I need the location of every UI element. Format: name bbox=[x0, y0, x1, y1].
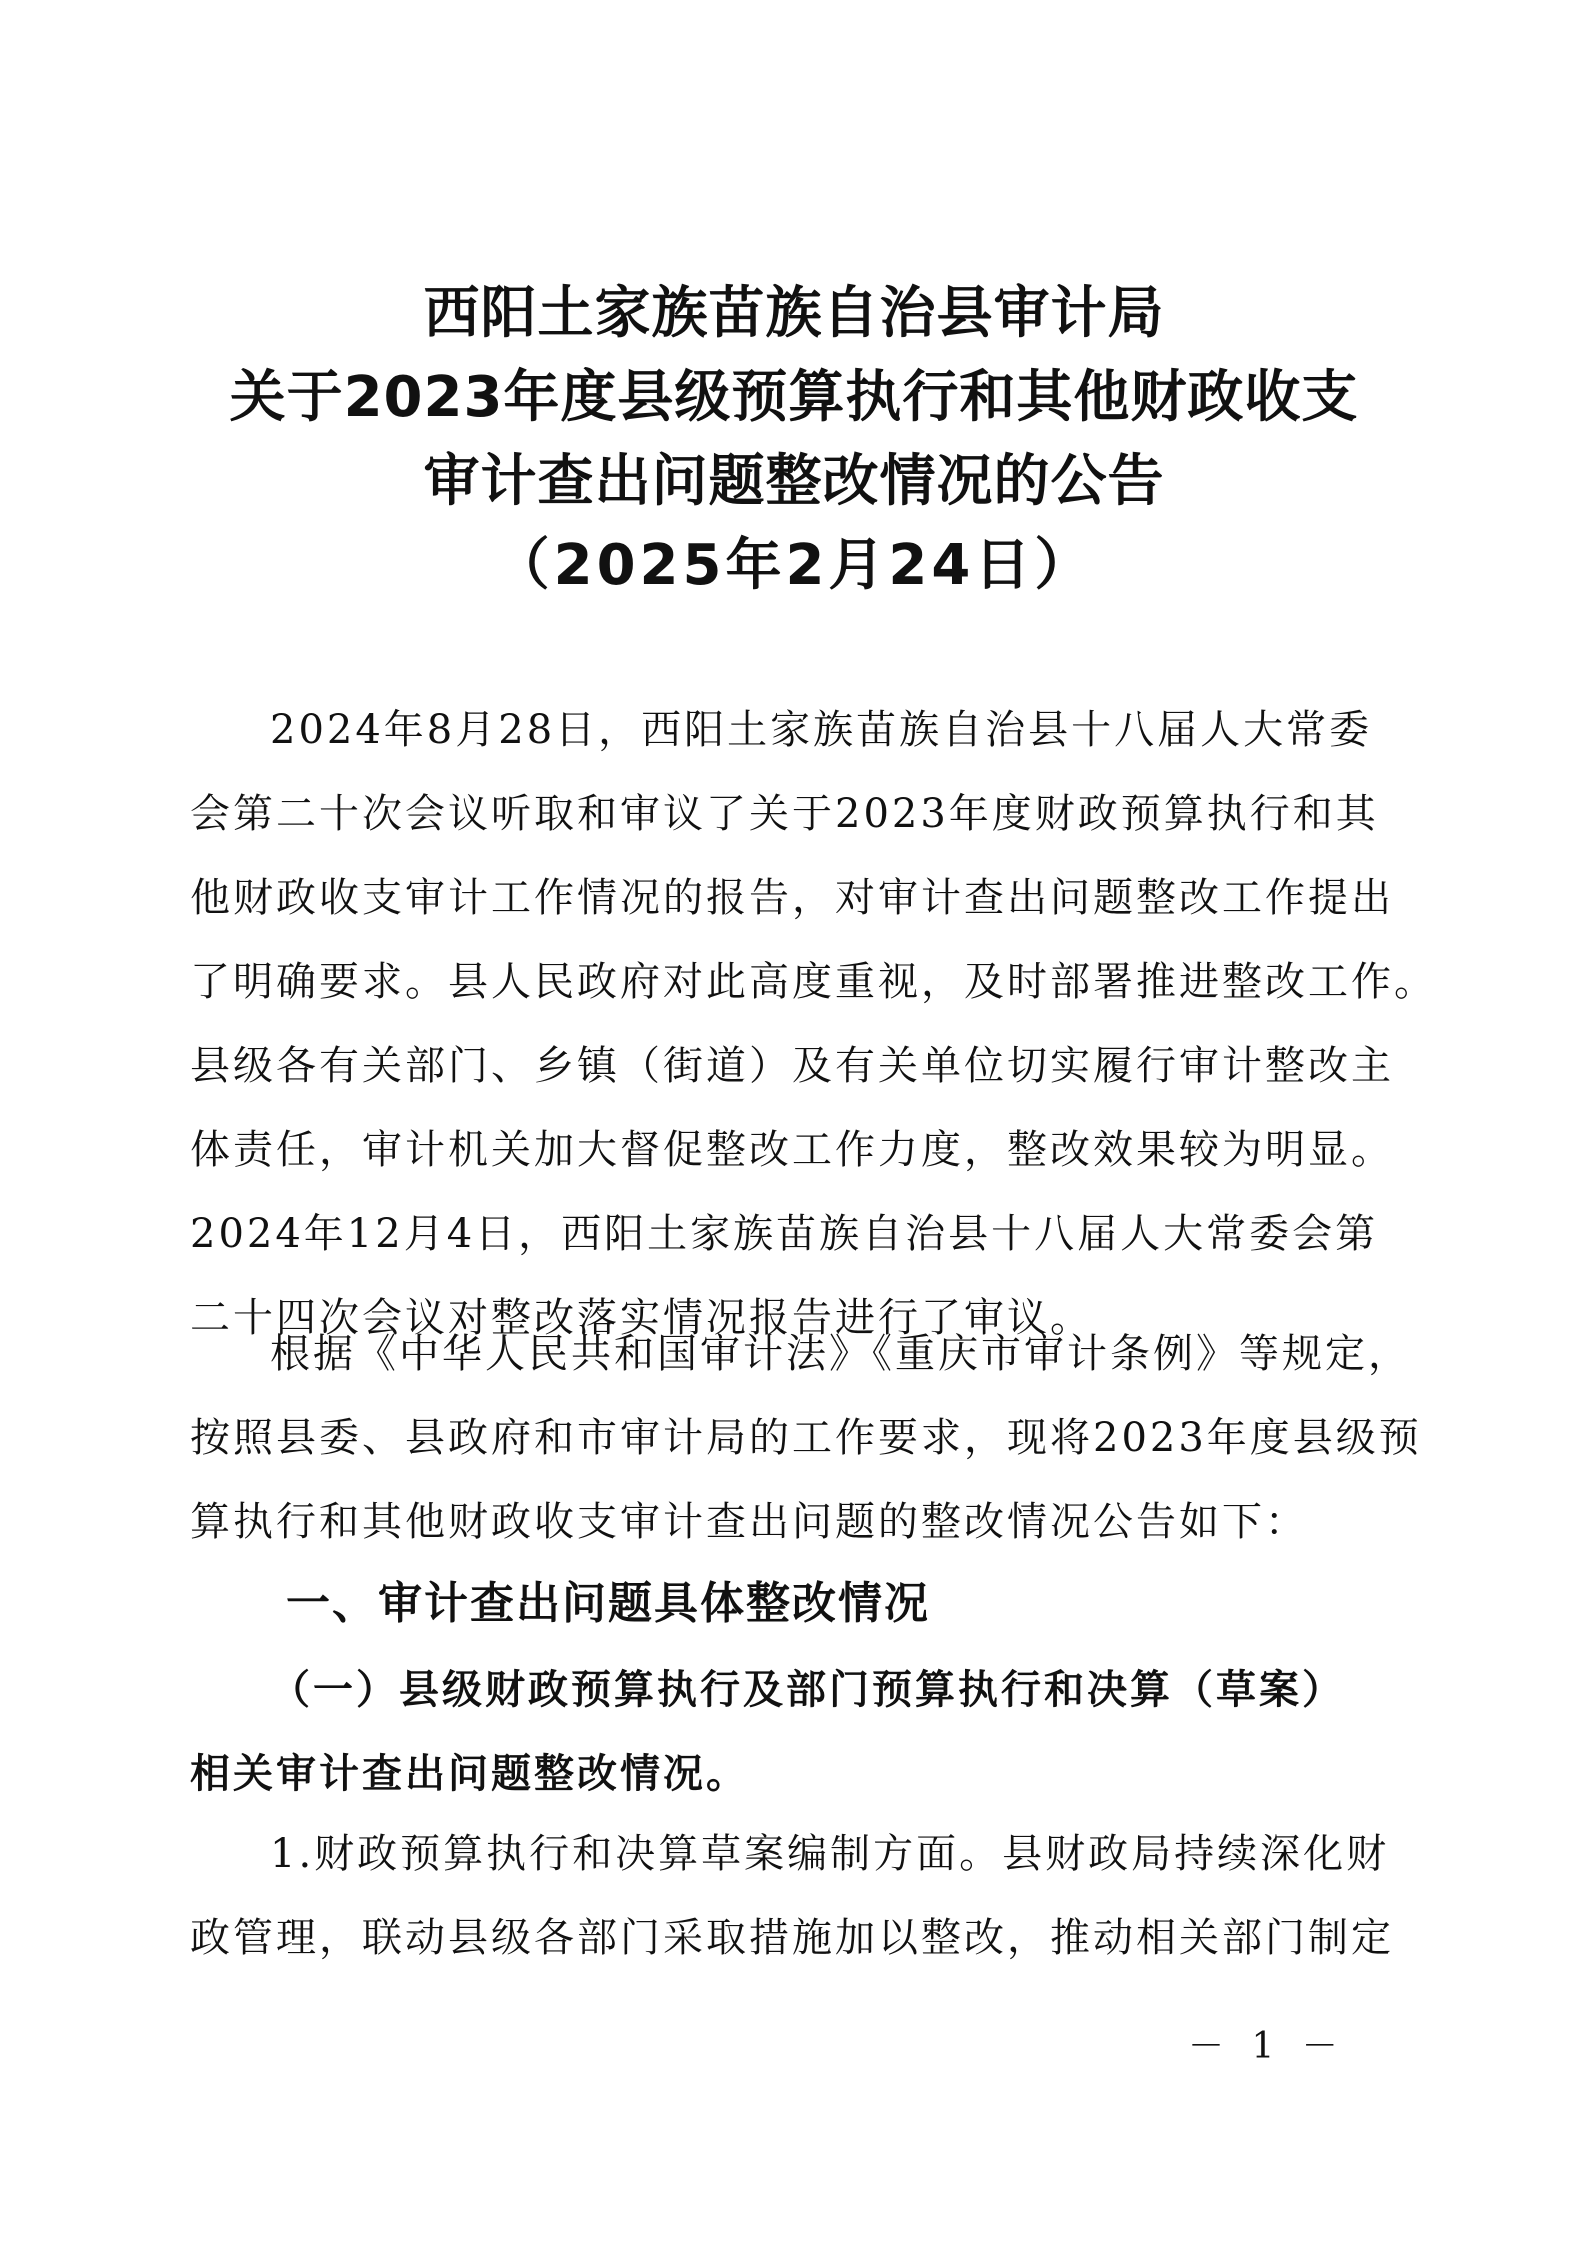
paragraph-line: 1.财政预算执行和决算草案编制方面。县财政局持续深化财 bbox=[270, 1831, 1390, 1877]
heading-line: 相关审计查出问题整改情况。 bbox=[190, 1750, 749, 1797]
paragraph-line: 算执行和其他财政收支审计查出问题的整改情况公告如下： bbox=[190, 1499, 1308, 1545]
paragraph-line: 2024年8月28日，西阳土家族苗族自治县十八届人大常委 bbox=[270, 707, 1373, 753]
paragraph-line: 2024年12月4日，西阳土家族苗族自治县十八届人大常委会第 bbox=[190, 1211, 1379, 1257]
paragraph-line: 二十四次会议对整改落实情况报告进行了审议。 bbox=[190, 1295, 1093, 1341]
paragraph-line: 政管理，联动县级各部门采取措施加以整改，推动相关部门制定 bbox=[190, 1915, 1394, 1961]
paragraph-line: 了明确要求。县人民政府对此高度重视，及时部署推进整改工作。 bbox=[190, 959, 1437, 1005]
title-date: （2025年2月24日） bbox=[493, 533, 1095, 598]
title-line-3: 审计查出问题整改情况的公告 bbox=[423, 449, 1165, 514]
paragraph-line: 按照县委、县政府和市审计局的工作要求，现将2023年度县级预 bbox=[190, 1415, 1422, 1461]
paragraph-line: 县级各有关部门、乡镇（街道）及有关单位切实履行审计整改主 bbox=[190, 1043, 1394, 1089]
paragraph-line: 根据《中华人民共和国审计法》《重庆市审计条例》等规定， bbox=[270, 1331, 1411, 1377]
paragraph-1 bbox=[190, 688, 1437, 1360]
heading-line: （一）县级财政预算执行及部门预算执行和决算（草案） bbox=[270, 1666, 1345, 1713]
page-number: － 1 － bbox=[1188, 2026, 1346, 2067]
document-title bbox=[0, 272, 1588, 608]
paragraph-2 bbox=[190, 1312, 1422, 1564]
paragraph-line: 体责任，审计机关加大督促整改工作力度，整改效果较为明显。 bbox=[190, 1127, 1394, 1173]
paragraph-3 bbox=[190, 1812, 1394, 1980]
title-line-1: 西阳土家族苗族自治县审计局 bbox=[423, 281, 1165, 346]
paragraph-line: 会第二十次会议听取和审议了关于2023年度财政预算执行和其 bbox=[190, 791, 1379, 837]
paragraph-line: 他财政收支审计工作情况的报告，对审计查出问题整改工作提出 bbox=[190, 875, 1394, 921]
title-line-2: 关于2023年度县级预算执行和其他财政收支 bbox=[229, 365, 1359, 430]
section-heading-1: 一、审计查出问题具体整改情况 bbox=[286, 1578, 930, 1629]
subsection-heading-1 bbox=[190, 1648, 1370, 1816]
